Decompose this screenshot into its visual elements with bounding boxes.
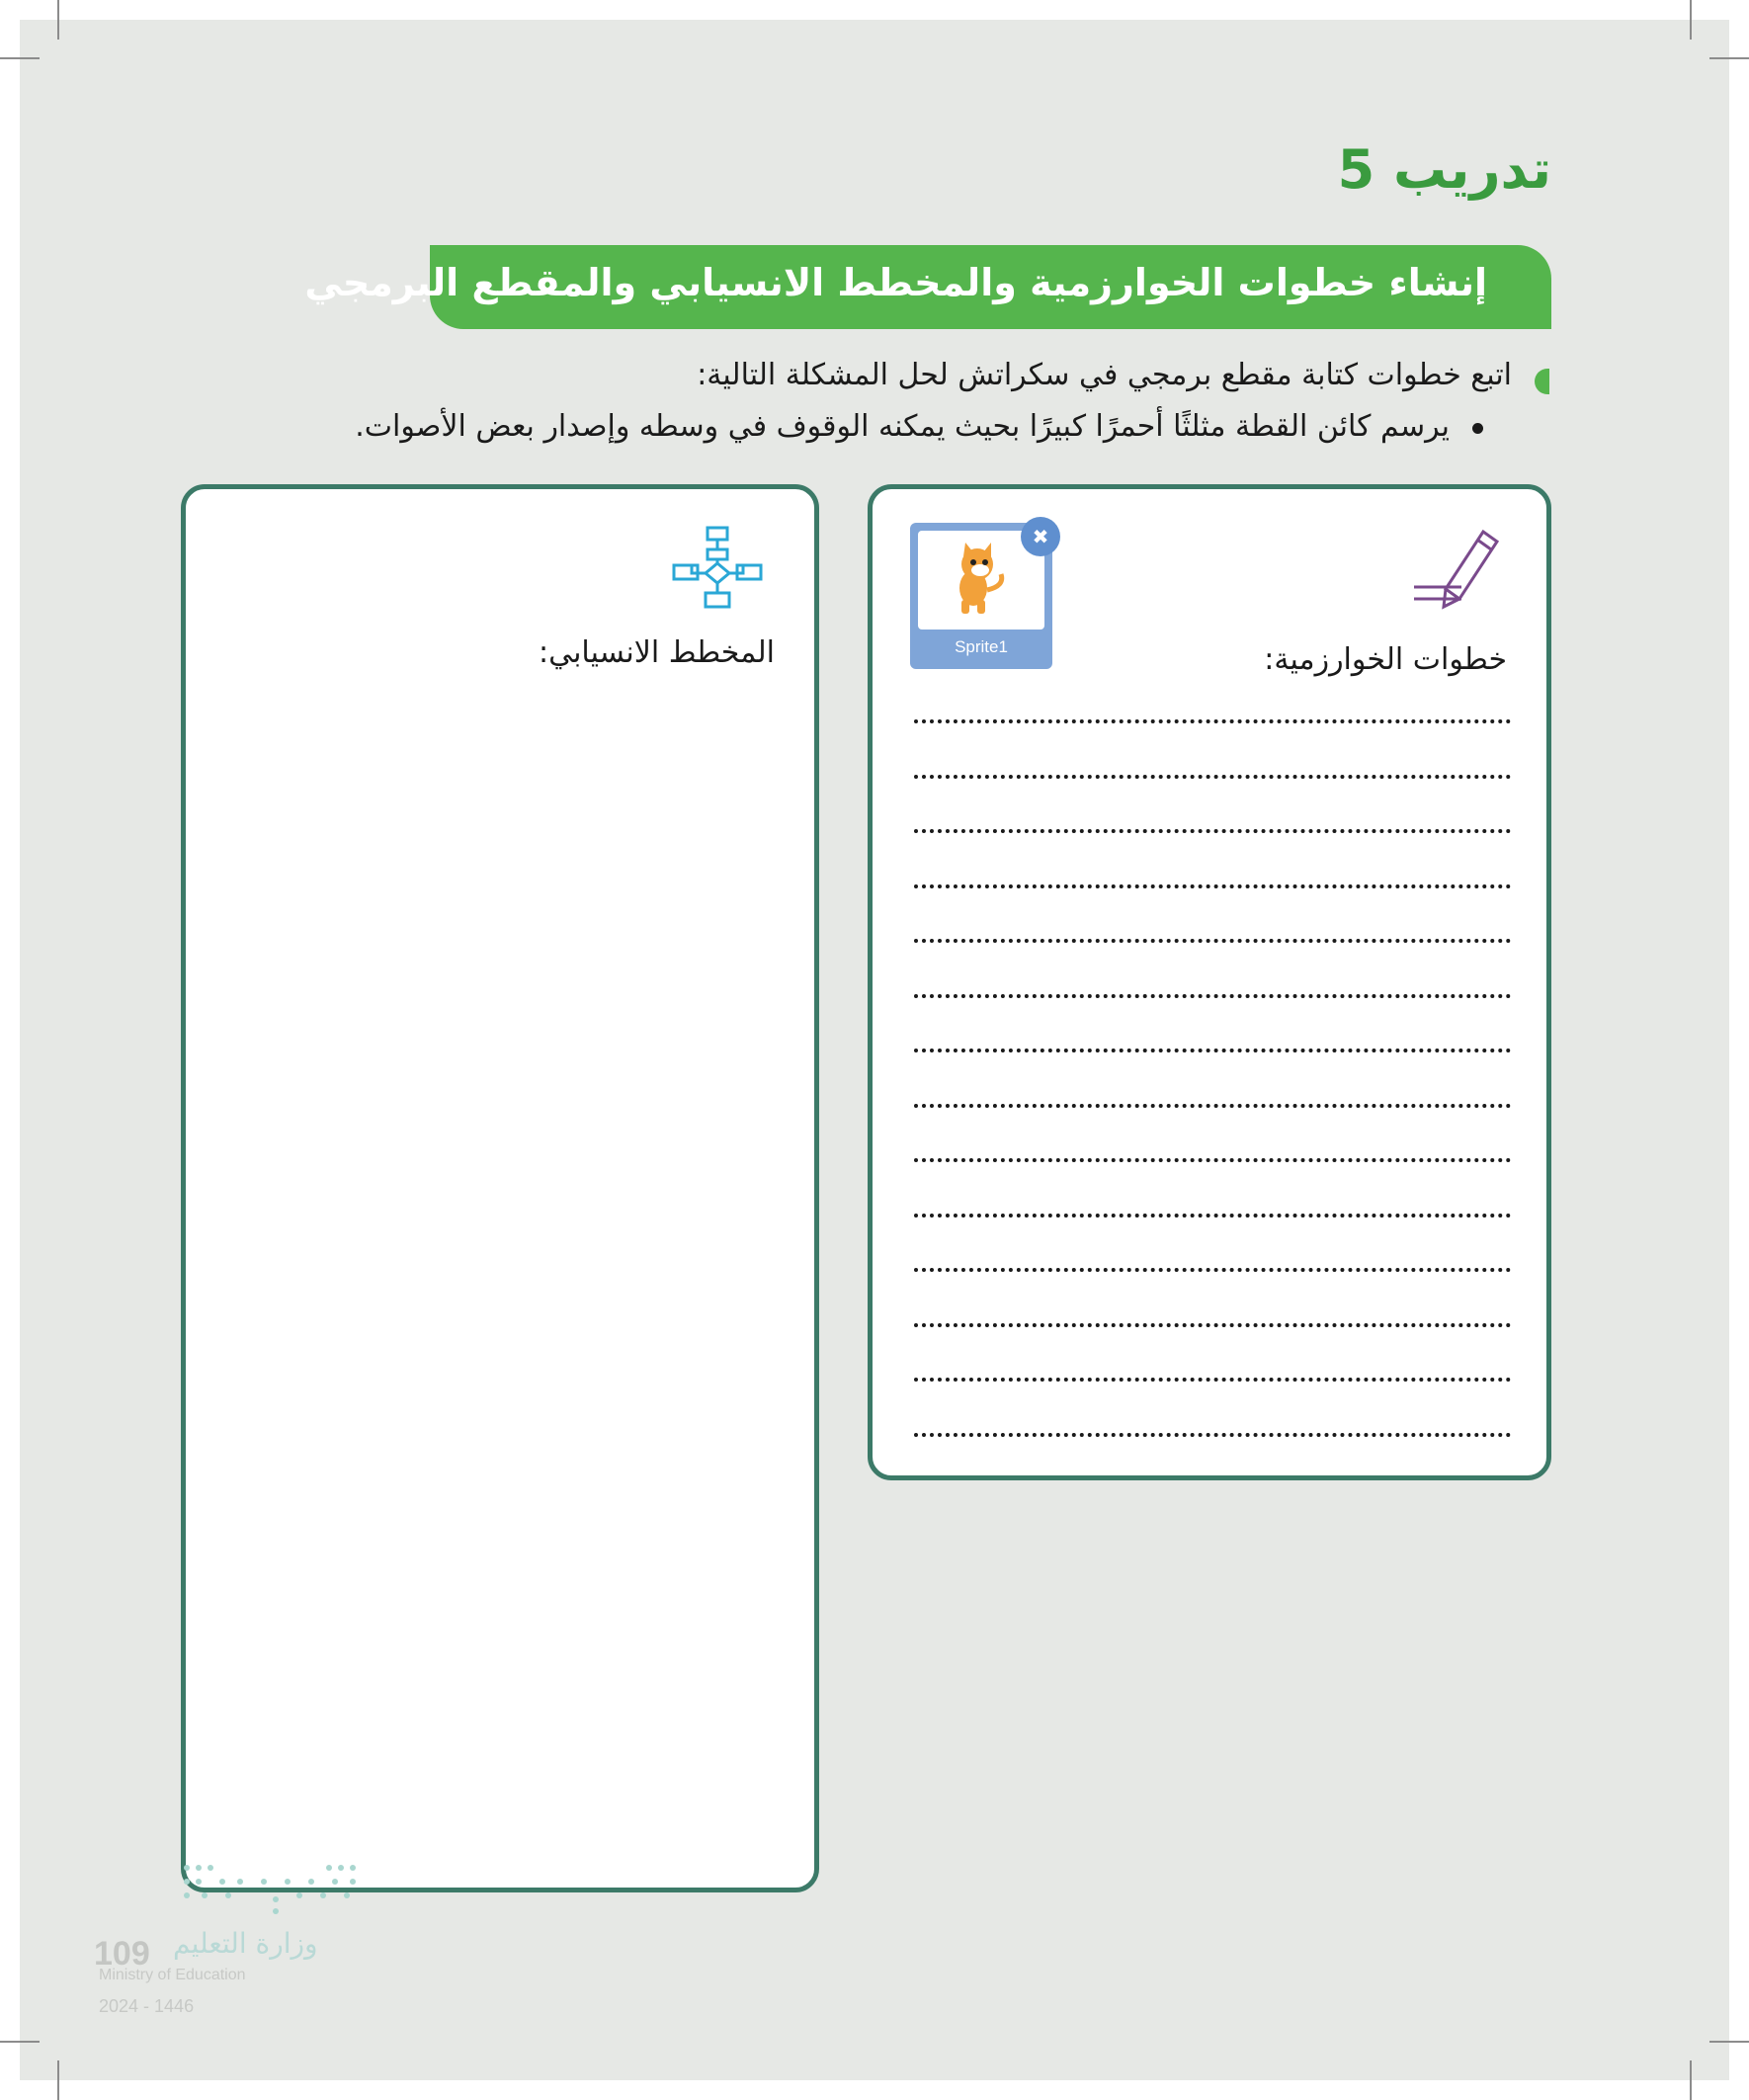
crop-mark — [0, 57, 40, 59]
algorithm-panel — [868, 484, 1551, 1480]
flowchart-icon — [670, 526, 765, 611]
crop-mark — [1690, 0, 1692, 40]
banner-title: إنشاء خطوات الخوارزمية والمخطط الانسيابي والمقطع البرمجي — [304, 261, 1487, 304]
crop-mark — [1709, 2041, 1749, 2043]
crop-mark — [0, 2041, 40, 2043]
answer-line[interactable] — [914, 829, 1511, 833]
answer-line[interactable] — [914, 1158, 1511, 1162]
ministry-name-english: Ministry of Education — [99, 1967, 246, 1983]
answer-line[interactable] — [914, 939, 1511, 943]
answer-line[interactable] — [914, 1323, 1511, 1327]
flowchart-panel — [181, 484, 819, 1892]
crop-mark — [57, 2060, 59, 2100]
trash-icon[interactable]: ✖ — [1021, 517, 1060, 556]
section-banner — [304, 245, 1551, 329]
instruction-text: اتبع خطوات كتابة مقطع برمجي في سكراتش لحل المشكلة التالية: — [697, 358, 1512, 392]
answer-line[interactable] — [914, 719, 1511, 723]
answer-line[interactable] — [914, 1214, 1511, 1218]
crop-mark — [1690, 2060, 1692, 2100]
algorithm-label: خطوات الخوارزمية: — [1264, 642, 1507, 677]
flowchart-label: المخطط الانسيابي: — [538, 635, 775, 670]
page-number: 109 — [94, 1935, 150, 1973]
answer-line[interactable] — [914, 994, 1511, 998]
answer-line[interactable] — [914, 775, 1511, 779]
sprite-thumbnail[interactable] — [910, 523, 1052, 669]
answer-line[interactable] — [914, 1378, 1511, 1382]
answer-line[interactable] — [914, 1433, 1511, 1437]
pencil-writing-icon — [1404, 516, 1503, 615]
ministry-name-arabic: وزارة التعليم — [173, 1927, 318, 1960]
answer-line[interactable] — [914, 1268, 1511, 1272]
edition-year: 2024 - 1446 — [99, 1996, 195, 2016]
bullet-text: يرسم كائن القطة مثلثًا أحمرًا كبيرًا بحيث يمكنه الوقوف في وسطه وإصدار بعض الأصوات. — [355, 409, 1450, 444]
answer-line[interactable] — [914, 1049, 1511, 1052]
crop-mark — [57, 0, 59, 40]
answer-line[interactable] — [914, 884, 1511, 888]
sprite-name: Sprite1 — [955, 637, 1008, 656]
crop-mark — [1709, 57, 1749, 59]
ministry-logo-pattern — [181, 1860, 359, 1919]
page-title: تدريب 5 — [1337, 138, 1551, 201]
answer-line[interactable] — [914, 1104, 1511, 1108]
bullet-dot — [1472, 423, 1483, 434]
